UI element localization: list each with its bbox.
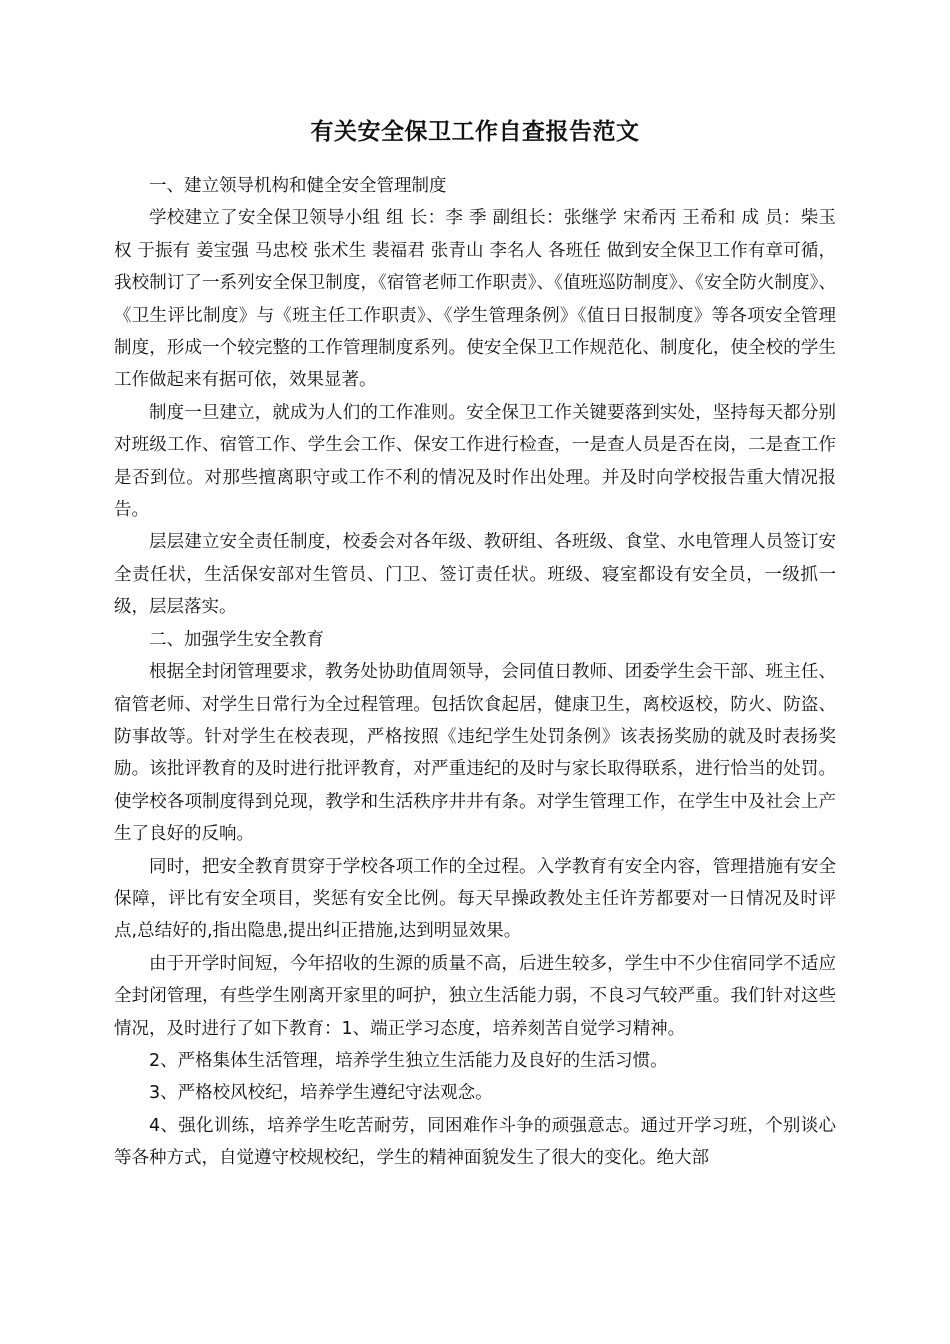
paragraph-responsibility-system: 层层建立安全责任制度，校委会对各年级、教研组、各班级、食堂、水电管理人员签订安全责任状，生活保安部对生管员、门卫、签订责任状。班级、寝室都设有安全员，一级抓一级，层层落实。 — [114, 532, 836, 618]
paragraph-closed-management: 根据全封闭管理要求，教务处协助值周领导，会同值日教师、团委学生会干部、班主任、宿管老师、对学生日常行为全过程管理。包括饮食起居，健康卫生，离校返校，防火、防盗、防事故等。针对学生在校表现，严格按照《违纪学生处罚条例》该表扬奖励的就及时表扬奖励。该批评教育的及时进行批评教育，对严重违纪的及时与家长取得联系，进行恰当的处罚。使学校各项制度得到兑现，教学和生活秩序井井有条。对学生管理工作，在学生中及社会上产生了良好的反响。 — [114, 662, 836, 845]
paragraph-leadership-group: 学校建立了安全保卫领导小组 组 长：李 季 副组长：张继学 宋希丙 王希和 成 员：柴玉权 于振有 姜宝强 马忠校 张术生 裴福君 张青山 李名人 各班任 做到安全保卫工作有章可循，我校制订了一系列安全保卫制度，《宿管老师工作职责》、《值班巡防制度》、《安全防火制度》、《卫生评比制度》与《班主任工作职责》、《学生管理条例》《值日日报制度》等各项安全管理制度，形成一个较完整的工作管理制度系列。使安全保卫工作规范化、制度化，使全校的学生工作做起来有据可依，效果显著。 — [114, 208, 836, 391]
paragraph-new-students: 由于开学时间短，今年招收的生源的质量不高，后进生较多，学生中不少住宿同学不适应全封闭管理，有些学生刚离开家里的呵护，独立生活能力弱，不良习气较严重。我们针对这些情况，及时进行了如下教育：1、端正学习态度，培养刻苦自觉学习精神。 — [114, 953, 836, 1039]
list-item-3: 3、严格校风校纪，培养学生遵纪守法观念。 — [149, 1083, 493, 1104]
list-item-2: 2、严格集体生活管理，培养学生独立生活能力及良好的生活习惯。 — [149, 1050, 668, 1071]
document-title: 有关安全保卫工作自查报告范文 — [310, 119, 640, 145]
paragraph-system-implementation: 制度一旦建立，就成为人们的工作准则。安全保卫工作关键要落到实处，坚持每天都分别对班级工作、宿管工作、学生会工作、保安工作进行检查，一是查人员是否在岗，二是查工作是否到位。对那些擅离职守或工作不利的情况及时作出处理。并及时向学校报告重大情况报告。 — [114, 402, 836, 521]
section-heading-1: 一、建立领导机构和健全安全管理制度 — [149, 176, 447, 196]
paragraph-safety-education: 同时，把安全教育贯穿于学校各项工作的全过程。入学教育有安全内容，管理措施有安全保障，评比有安全项目，奖惩有安全比例。每天早操政教处主任许芳都要对一日情况及时评点,总结好的,指出隐患,提出纠正措施,达到明显效果。 — [114, 856, 836, 942]
document-page — [114, 112, 836, 1175]
list-item-4: 4、强化训练，培养学生吃苦耐劳，同困难作斗争的顽强意志。通过开学习班，个别谈心等各种方式，自觉遵守校规校纪，学生的精神面貌发生了很大的变化。绝大部 — [114, 1115, 836, 1169]
section-heading-2: 二、加强学生安全教育 — [149, 629, 324, 650]
